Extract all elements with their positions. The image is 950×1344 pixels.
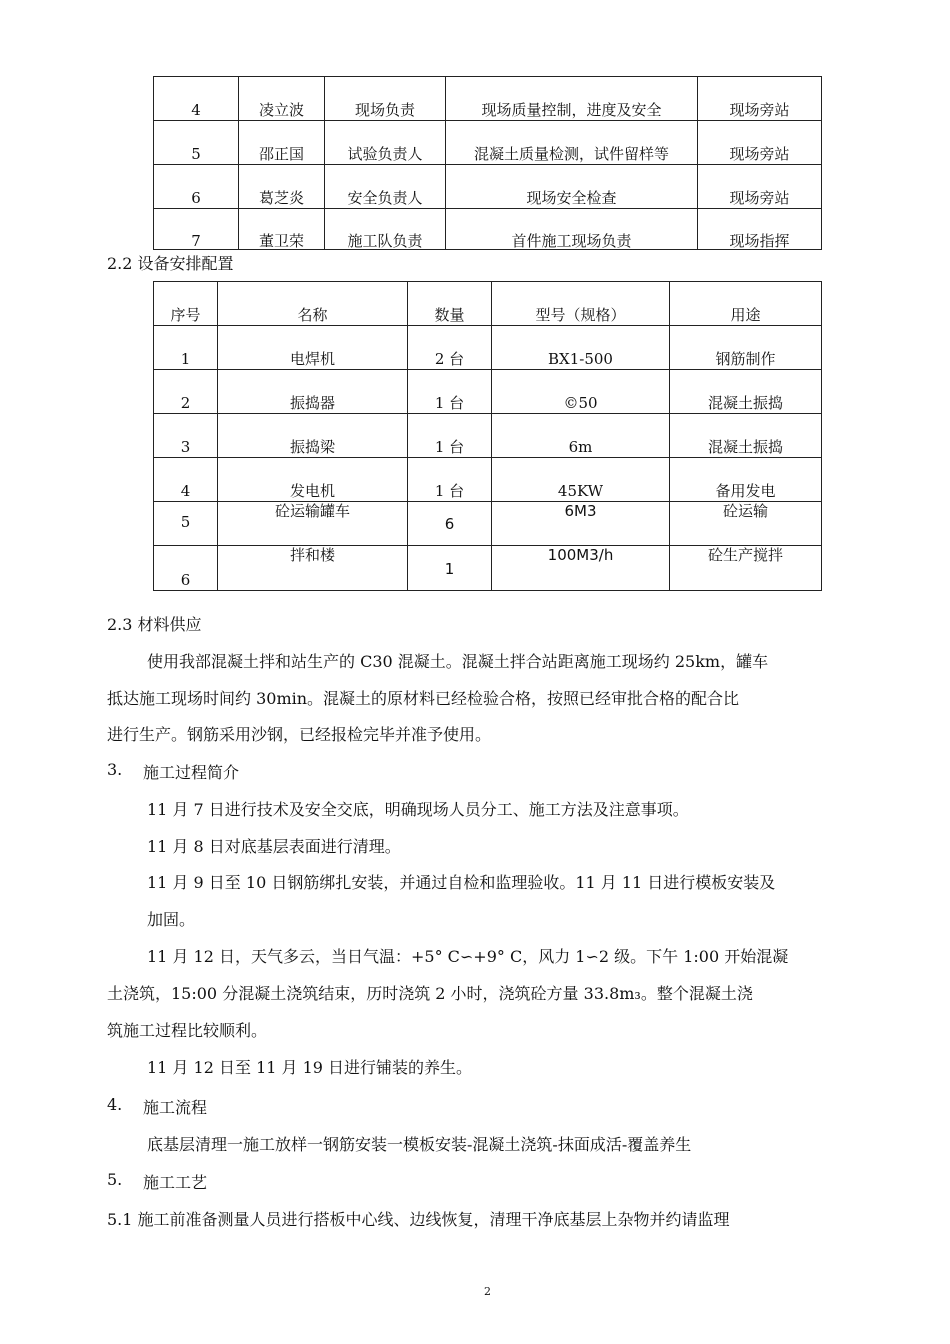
equip-cell: 振捣器 [218, 370, 408, 414]
section-3-title: 施工过程简介 [143, 763, 240, 782]
staff-cell: 邵正国 [239, 121, 325, 165]
table-row [154, 458, 822, 502]
staff-cell: 现场旁站 [698, 121, 822, 165]
equip-cell: 6 [408, 502, 492, 546]
header-cell: 型号（规格） [492, 282, 670, 326]
page-number: 2 [484, 1285, 491, 1298]
equip-cell: 备用发电 [670, 458, 822, 502]
table-header-row [154, 282, 822, 326]
staff-cell: 葛芝炎 [239, 165, 325, 209]
equip-cell: 混凝土振捣 [670, 414, 822, 458]
staff-cell: 试验负责人 [325, 121, 446, 165]
paragraph-line: 11 月 12 日，天气多云，当日气温：+5° C∽+9° C，风力 1∽2 级。下午 1:00 开始混凝 [147, 947, 789, 966]
equip-cell: 拌和楼 [218, 546, 408, 591]
table-row [154, 546, 822, 591]
equip-cell: 混凝土振捣 [670, 370, 822, 414]
staff-table [153, 76, 822, 250]
equip-cell: 电焊机 [218, 326, 408, 370]
paragraph-line: 抵达施工现场时间约 30min。混凝土的原材料已经检验合格，按照已经审批合格的配合比 [107, 689, 740, 708]
staff-cell: 凌立波 [239, 77, 325, 121]
equip-cell: 振捣梁 [218, 414, 408, 458]
equip-cell: 45KW [492, 458, 670, 502]
staff-cell: 现场旁站 [698, 77, 822, 121]
paragraph-line: 11 月 8 日对底基层表面进行清理。 [147, 837, 401, 856]
equip-cell: 钢筋制作 [670, 326, 822, 370]
section-3-number: 3. [107, 760, 123, 779]
section-2-2-title: 2.2 设备安排配置 [107, 254, 234, 273]
staff-cell: 现场指挥 [698, 209, 822, 250]
paragraph-line: 土浇筑，15:00 分混凝土浇筑结束，历时浇筑 2 小时，浇筑砼方量 33.8m₃。整个混凝土浇 [107, 984, 753, 1003]
section-5-title: 施工工艺 [143, 1173, 208, 1192]
staff-cell: 安全负责人 [325, 165, 446, 209]
staff-cell: 6 [154, 165, 239, 209]
section-2-3-title: 2.3 材料供应 [107, 615, 202, 634]
staff-cell: 施工队负责 [325, 209, 446, 250]
table-row [154, 165, 822, 209]
equip-cell: 发电机 [218, 458, 408, 502]
equip-cell: 砼生产搅拌 [670, 546, 822, 591]
equip-cell: 4 [154, 458, 218, 502]
equip-cell: 100M3/h [492, 546, 670, 591]
table-row [154, 77, 822, 121]
paragraph-line: 使用我部混凝土拌和站生产的 C30 混凝土。混凝土拌合站距离施工现场约 25km，罐车 [147, 652, 769, 671]
paragraph-line: 进行生产。钢筋采用沙钢，已经报检完毕并准予使用。 [107, 725, 492, 744]
staff-cell: 现场旁站 [698, 165, 822, 209]
equip-cell: 1 台 [408, 414, 492, 458]
equip-cell: 5 [154, 502, 218, 546]
staff-cell: 混凝土质量检测，试件留样等 [446, 121, 698, 165]
staff-cell: 5 [154, 121, 239, 165]
staff-cell: 现场质量控制，进度及安全 [446, 77, 698, 121]
process-flow-text: 底基层清理一施工放样一钢筋安装一模板安装-混凝土浇筑-抹面成活-覆盖养生 [147, 1135, 692, 1154]
paragraph-line: 11 月 12 日至 11 月 19 日进行铺装的养生。 [147, 1058, 473, 1077]
equip-cell: ©50 [492, 370, 670, 414]
header-cell: 用途 [670, 282, 822, 326]
equip-cell: 砼运输 [670, 502, 822, 546]
table-row [154, 209, 822, 250]
staff-cell: 首件施工现场负责 [446, 209, 698, 250]
equip-cell: 3 [154, 414, 218, 458]
equip-cell: 6 [154, 546, 218, 591]
paragraph-line: 11 月 9 日至 10 日钢筋绑扎安装，并通过自检和监理验收。11 月 11 日进行模板安装及 [147, 873, 776, 892]
equip-cell: 1 台 [408, 370, 492, 414]
equip-cell: 1 台 [408, 458, 492, 502]
table-row [154, 326, 822, 370]
header-cell: 数量 [408, 282, 492, 326]
section-5-number: 5. [107, 1170, 123, 1189]
equip-cell: 1 [154, 326, 218, 370]
staff-cell: 现场负责 [325, 77, 446, 121]
equip-cell: 2 [154, 370, 218, 414]
staff-cell: 董卫荣 [239, 209, 325, 250]
table-row [154, 370, 822, 414]
equip-cell: 砼运输罐车 [218, 502, 408, 546]
header-cell: 序号 [154, 282, 218, 326]
paragraph-line: 5.1 施工前准备测量人员进行搭板中心线、边线恢复，清理干净底基层上杂物并约请监理 [107, 1210, 730, 1229]
section-4-title: 施工流程 [143, 1098, 208, 1117]
staff-cell: 4 [154, 77, 239, 121]
equipment-table [153, 281, 822, 591]
section-4-number: 4. [107, 1095, 123, 1114]
equip-cell: BX1-500 [492, 326, 670, 370]
staff-cell: 7 [154, 209, 239, 250]
paragraph-line: 加固。 [147, 910, 196, 929]
equip-cell: 6m [492, 414, 670, 458]
table-row [154, 414, 822, 458]
paragraph-line: 11 月 7 日进行技术及安全交底，明确现场人员分工、施工方法及注意事项。 [147, 800, 689, 819]
header-cell: 名称 [218, 282, 408, 326]
paragraph-line: 筑施工过程比较顺利。 [107, 1021, 268, 1040]
equip-cell: 1 [408, 546, 492, 591]
equip-cell: 2 台 [408, 326, 492, 370]
table-row [154, 502, 822, 546]
table-row [154, 121, 822, 165]
staff-cell: 现场安全检查 [446, 165, 698, 209]
equip-cell: 6M3 [492, 502, 670, 546]
